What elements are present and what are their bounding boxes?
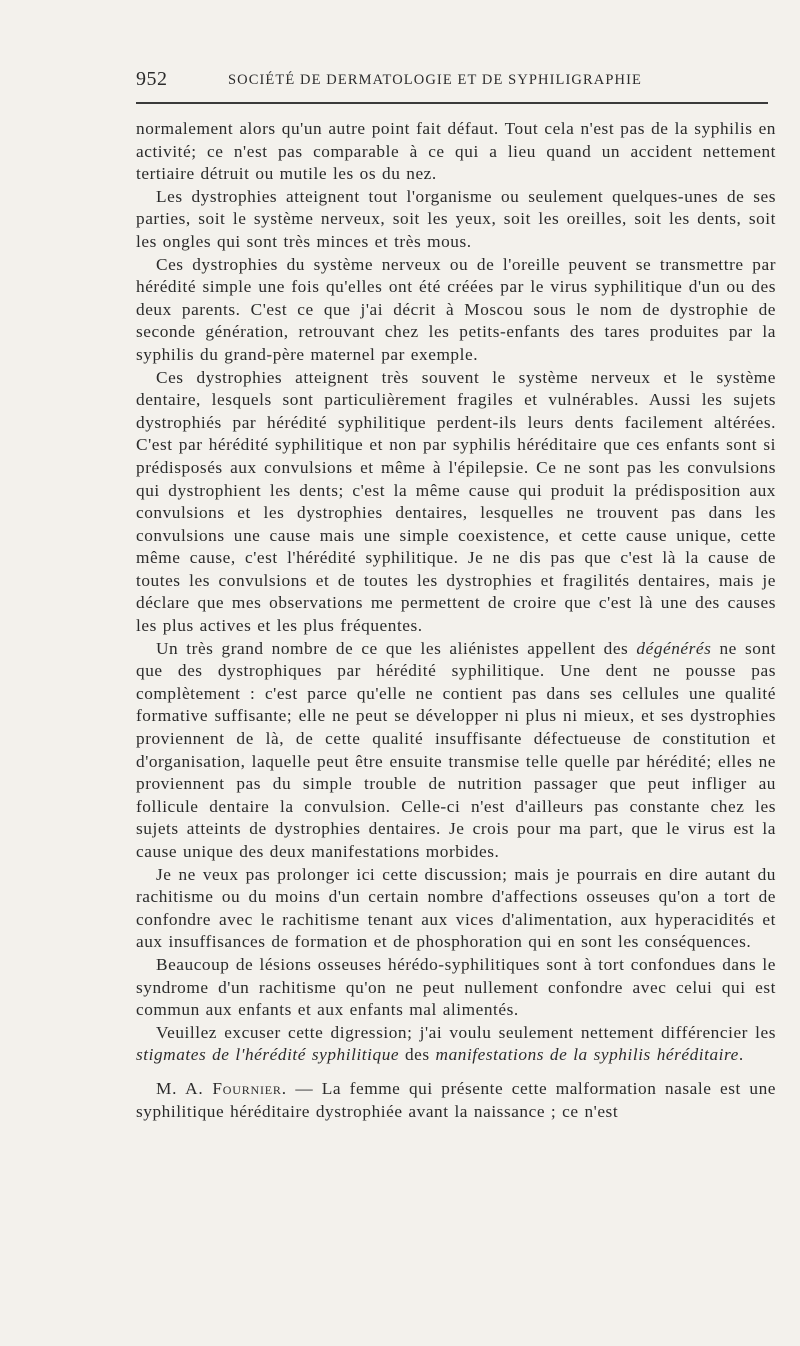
- body-text: [136, 118, 776, 1123]
- header-rule: [136, 102, 768, 104]
- paragraph: [136, 1022, 776, 1067]
- paragraph: Ces dystrophies du système nerveux ou de l'oreille peuvent se transmettre par hérédité simple une fois qu'elles ont été créées par le virus syphilitique d'un ou des deux parents. C'est ce que j'ai décrit à Moscou sous le nom de dystrophie de seconde génération, retrouvant chez les petits-enfants des tares produites par la syphilis du grand-père maternel par exemple.: [136, 254, 776, 364]
- paragraph: Ces dystrophies atteignent très souvent le système nerveux et le système dentaire, lesquels sont particulièrement fragiles et vulnérables. Aussi les sujets dystrophiés par hérédité syphilitique perdent-ils leurs dents facilement altérées. C'est par hérédité syphilitique et non par syphilis héréditaire que ces enfants sont si prédisposés aux convulsions et même à l'épilepsie. Ce ne sont pas les convulsions qui dystrophient les dents; c'est la même cause qui produit la prédisposition aux convulsions et les dystrophies dentaires, lesquelles ne trouvent pas dans les convulsions une cause mais une simple coexistence, et cette cause unique, cette même cause, c'est l'hérédité syphilitique. Je ne dis pas que c'est là la cause de toutes les convulsions et de toutes les dystrophies et fragilités dentaires, mais je déclare que mes observations me permettent de croire que c'est là une des causes les plus actives et les plus fréquentes.: [136, 367, 776, 636]
- paragraph: normalement alors qu'un autre point fait défaut. Tout cela n'est pas de la syphilis en activité; ce n'est pas comparable à ce qui a lieu quand un accident nettement tertiaire détruit ou mutile les os du nez.: [136, 119, 776, 184]
- paragraph-text: Un très grand nombre de ce que les aliénistes appellent des: [156, 638, 637, 658]
- paragraph: Les dystrophies atteignent tout l'organisme ou seulement quelques-unes de ses parties, soit le système nerveux, soit les yeux, soit les oreilles, soit les dents, soit les ongles qui sont très minces et très mous.: [136, 186, 776, 251]
- paragraph-text: Veuillez excuser cette digression; j'ai voulu seulement nettement différencier les: [156, 1022, 776, 1042]
- paragraph-text: .: [738, 1045, 744, 1065]
- italic-term: dégénérés: [636, 638, 712, 658]
- paragraph: Beaucoup de lésions osseuses hérédo-syphilitiques sont à tort confondues dans le syndrome d'un rachitisme qu'on ne peut nullement confondre avec celui qui est commun aux enfants et aux enfants mal alimentés.: [136, 954, 776, 1020]
- running-title: SOCIÉTÉ DE DERMATOLOGIE ET DE SYPHILIGRAPHIE: [228, 72, 642, 88]
- paragraph-text: — La femme qui présente cette malformation nasale est une syphilitique héréditaire dystrophiée avant la naissance ; ce n'est: [136, 1078, 776, 1121]
- paragraph: [136, 638, 776, 864]
- speaker-name: M. A. Fournier.: [156, 1078, 287, 1098]
- paragraph-text: des: [399, 1045, 436, 1065]
- paragraph-text: ne sont que des dystrophiques par hérédité syphilitique. Une dent ne pousse pas complètement : c'est parce qu'elle ne contient pas dans ses cellules une qualité formative suffisante; elle ne peut se développer ni plus ni mieux, et ses dystrophies proviennent de là, de cette qualité insuffisante défectueuse de constitution et d'organisation, laquelle peut être ensuite transmise telle quelle par hérédité; elles ne proviennent pas du simple trouble de nutrition passager que peut infliger au follicule dentaire la convulsion. Celle-ci n'est d'ailleurs pas constante chez les sujets atteints de dystrophies dentaires. Je crois pour ma part, que le virus est la cause unique des deux manifestations morbides.: [136, 638, 776, 861]
- page-header: [136, 66, 768, 96]
- italic-term: manifestations de la syphilis héréditaire: [435, 1045, 739, 1065]
- page-number: 952: [136, 68, 168, 90]
- paragraph: Je ne veux pas prolonger ici cette discussion; mais je pourrais en dire autant du rachitisme ou du moins d'un certain nombre d'affections osseuses qu'on a tort de confondre avec le rachitisme tenant aux vices d'alimentation, aux hyperacidités et aux insuffisances de formation et de phosphoration qui en sont les conséquences.: [136, 864, 776, 952]
- italic-term: stigmates de l'hérédité syphilitique: [136, 1045, 400, 1065]
- speaker-paragraph: [136, 1078, 776, 1123]
